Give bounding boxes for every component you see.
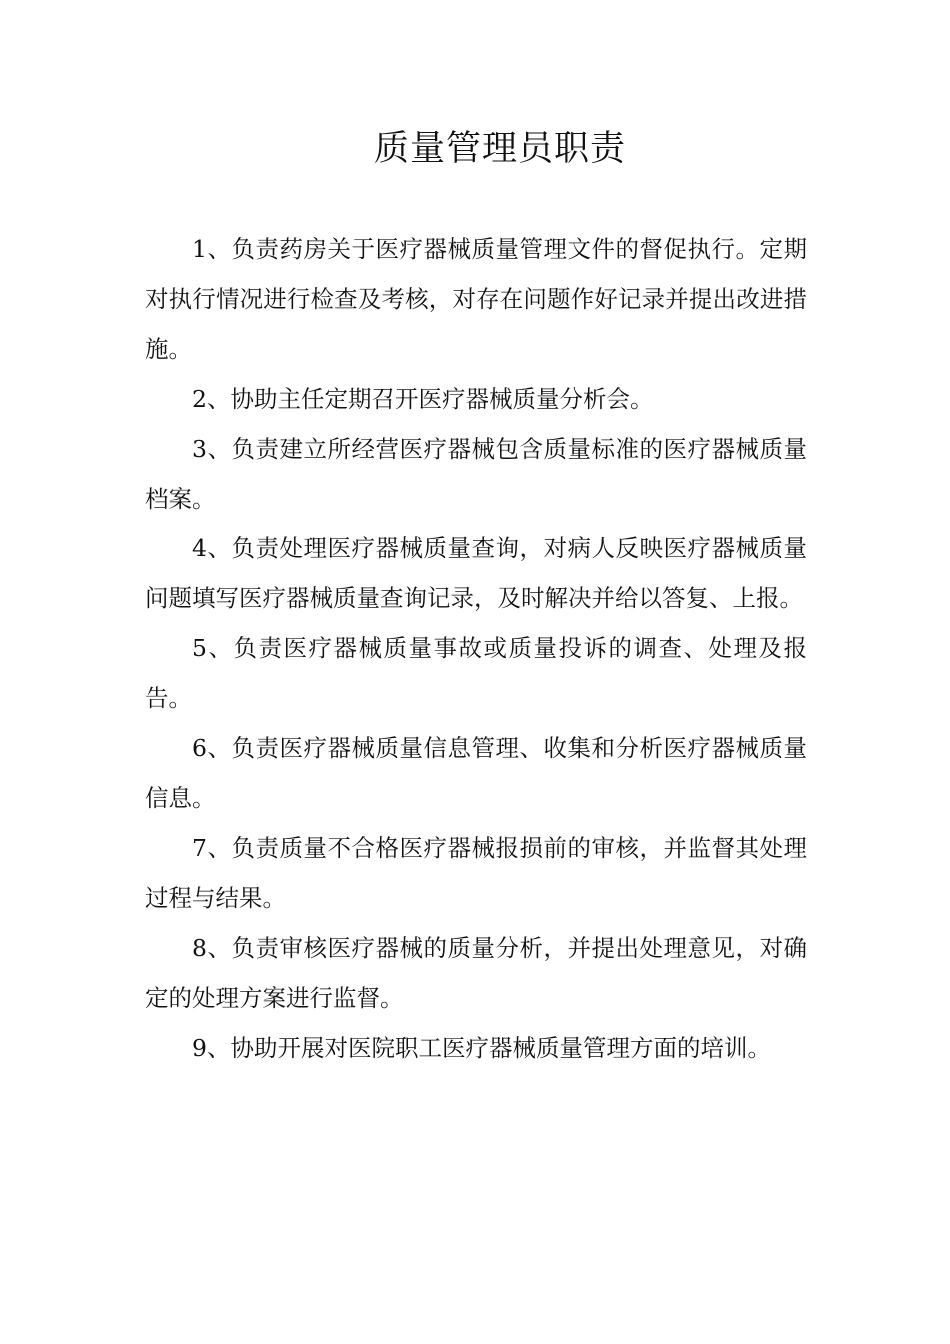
document-title: 质量管理员职责 [373, 129, 626, 169]
paragraph-9: 9、协助开展对医院职工医疗器械质量管理方面的培训。 [192, 1033, 771, 1062]
paragraph-7: 7、负责质量不合格医疗器械报损前的审核，并监督其处理过程与结果。 [145, 833, 807, 912]
paragraph-8: 8、负责审核医疗器械的质量分析，并提出处理意见，对确定的处理方案进行监督。 [145, 933, 807, 1012]
paragraph-4: 4、负责处理医疗器械质量查询，对病人反映医疗器械质量问题填写医疗器械质量查询记录，及时解决并给以答复、上报。 [145, 534, 807, 613]
document-body [145, 225, 807, 1073]
paragraph-2: 2、协助主任定期召开医疗器械质量分析会。 [192, 384, 654, 413]
paragraph-3: 3、负责建立所经营医疗器械包含质量标准的医疗器械质量档案。 [145, 434, 807, 513]
paragraph-6: 6、负责医疗器械质量信息管理、收集和分析医疗器械质量信息。 [145, 734, 807, 812]
paragraph-1: 1、负责药房关于医疗器械质量管理文件的督促执行。定期对执行情况进行检查及考核，对存在问题作好记录并提出改进措施。 [145, 235, 807, 363]
paragraph-5: 5、负责医疗器械质量事故或质量投诉的调查、处理及报告。 [145, 634, 807, 713]
